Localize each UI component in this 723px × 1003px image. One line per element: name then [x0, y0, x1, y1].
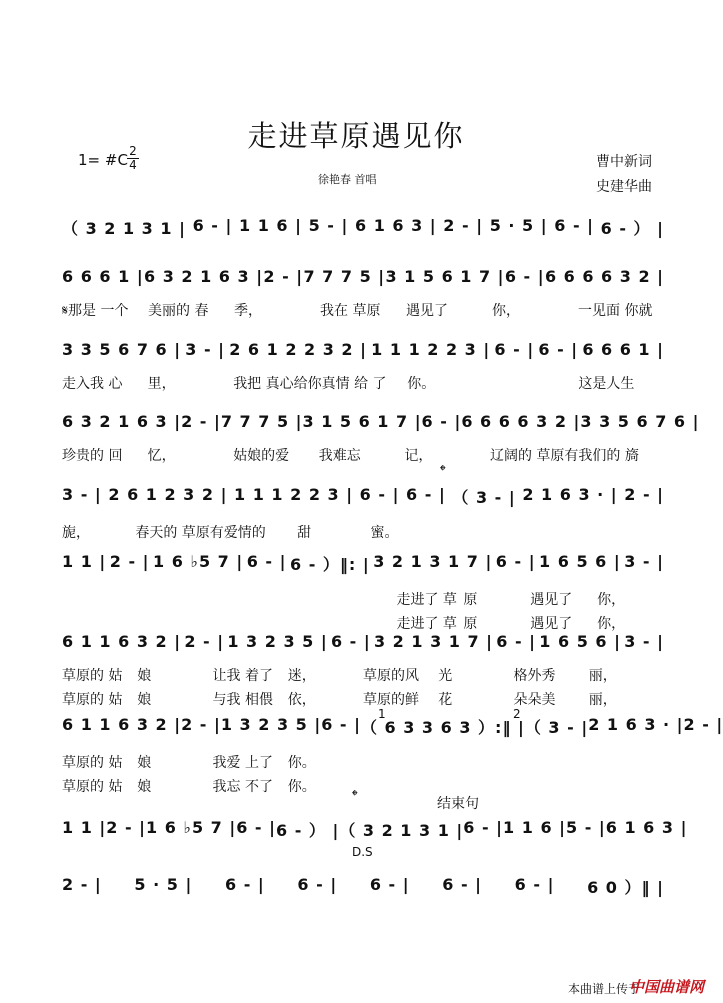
upload-note: 本曲谱上传于 — [567, 982, 640, 996]
measure: 3 3 5 6 7 6 | — [62, 340, 182, 359]
measure: 2 - | — [181, 412, 221, 431]
lyric: 草原的 姑 — [62, 755, 123, 771]
lyric — [363, 752, 438, 772]
lyric-line — [62, 373, 664, 393]
measure: 6 6 6 6 3 2 | — [461, 412, 581, 431]
measure: 3 - | — [185, 340, 226, 359]
measure: 3 1 5 6 1 7 | — [385, 267, 505, 286]
lyric-line — [62, 689, 664, 709]
measure: （ 3 - | — [524, 718, 589, 737]
measure: 1 3 2 3 5 | — [227, 632, 328, 651]
lyric: 你。 — [407, 376, 436, 392]
measure: 3 - | — [624, 552, 664, 571]
volta-2: 2 — [513, 707, 521, 721]
measure: 5 · 5 | — [134, 875, 193, 894]
lyric: 春天的 草原有 — [135, 525, 224, 541]
lyric — [263, 589, 330, 609]
lyric: 真情 给 了 — [321, 376, 387, 392]
measure: 5 - | — [565, 818, 606, 837]
measure: 6 - | — [321, 715, 361, 734]
lyric: 光 — [438, 668, 453, 684]
measure: 6 0 ）‖ | — [587, 878, 664, 897]
lyric — [196, 613, 263, 633]
lyric: 朵朵美 — [513, 692, 556, 708]
lyric: 草原的 姑 — [62, 668, 123, 684]
score-line — [62, 715, 723, 796]
lyric: 娘 — [137, 668, 152, 684]
score-line — [62, 818, 688, 841]
notes-line — [62, 340, 664, 359]
notes-line — [62, 267, 664, 286]
lyric-line — [62, 522, 664, 542]
lyric: 里， — [147, 376, 176, 392]
lyric: 遇见了 — [530, 616, 573, 632]
score-line — [62, 412, 700, 465]
measure: 6 - | — [442, 875, 483, 894]
measure: 2 - | — [184, 632, 225, 651]
ds-mark: D.S — [352, 845, 373, 859]
measure: 1 3 2 3 5 | — [220, 715, 322, 734]
measure: 2 - | — [443, 216, 484, 235]
notes-line — [62, 715, 723, 738]
lyricist-credit: 曹中新词 — [596, 154, 652, 170]
lyric: 娘 — [137, 755, 152, 771]
lyric: 走进了 草 — [396, 592, 457, 608]
score-line — [62, 552, 664, 633]
measure: （ 6 3 3 6 3 ）:‖ | — [360, 718, 525, 737]
lyric: 忆， — [147, 448, 176, 464]
notes-line — [62, 875, 664, 898]
lyric: 珍贵的 回 — [62, 448, 123, 464]
score-line — [62, 340, 664, 393]
measure: 6 1 6 3 | — [354, 216, 437, 235]
time-signature: 2 4 — [127, 145, 139, 172]
measure: 2 - | — [106, 818, 147, 837]
measure: 2 1 6 3 · | — [522, 485, 618, 504]
lyric: 依， — [287, 692, 316, 708]
singer-credit: 徐艳春 首唱 — [318, 173, 377, 186]
lyric — [263, 613, 330, 633]
score-line — [62, 875, 664, 898]
measure: 6 - | — [463, 818, 504, 837]
lyric: 你， — [597, 616, 626, 632]
measure: 3 2 1 3 1 7 | — [373, 632, 494, 651]
measure: 5 - | — [308, 216, 349, 235]
lyric: 我在 草原 — [320, 303, 381, 319]
lyric: 丽， — [588, 692, 617, 708]
lyric: 旎， — [62, 525, 90, 541]
measure: 7 7 7 5 | — [303, 267, 386, 286]
lyric — [62, 589, 129, 609]
measure: 6 - | — [406, 485, 446, 504]
lyric-line — [62, 445, 664, 465]
lyric: 我难忘 — [318, 448, 361, 464]
lyric: 你。 — [287, 755, 316, 771]
measure: 3 1 5 6 1 7 | — [302, 412, 422, 431]
lyric: 姑娘的爱 — [233, 448, 290, 464]
lyric — [330, 613, 397, 633]
lyric: 我把 真心给你 — [233, 376, 322, 392]
score-title: 走进草原遇见你 — [247, 119, 465, 153]
lyric — [589, 752, 664, 772]
measure: 5 · 5 | — [489, 216, 548, 235]
lyric: 甜 — [297, 525, 312, 541]
lyric: 𝄋那是 一个 — [62, 303, 129, 319]
lyric — [493, 373, 579, 393]
measure: 2 6 1 2 3 2 | — [108, 485, 228, 504]
measure: 1 1 1 2 2 3 | — [371, 340, 491, 359]
lyric — [514, 752, 589, 772]
measure: 6 - ） | — [275, 821, 340, 840]
lyric — [62, 613, 129, 633]
lyric-line — [62, 613, 664, 633]
score-line — [62, 267, 664, 320]
lyric: 这是人生 — [578, 376, 635, 392]
lyric: 我爱 上了 — [212, 755, 273, 771]
lyric — [438, 752, 513, 772]
lyric: 爱情的 — [223, 525, 266, 541]
lyric — [363, 776, 438, 796]
lyric: 走进了 草 — [396, 616, 457, 632]
measure: （ 3 2 1 3 1 | — [62, 219, 186, 238]
notes-line — [62, 818, 688, 841]
lyric — [330, 589, 397, 609]
lyric: 辽阔的 草原有 — [489, 448, 579, 464]
measure: 6 - | — [538, 340, 579, 359]
measure: 3 2 1 3 1 7 | — [373, 552, 493, 571]
measure: （ 3 - | — [452, 488, 516, 507]
lyric-line — [62, 776, 664, 796]
measure: 2 1 6 3 · | — [588, 715, 684, 734]
measure: 6 - | — [494, 340, 535, 359]
lyric: 原 — [463, 616, 478, 632]
measure: 6 - | — [246, 552, 287, 571]
coda-label: 结束句 — [437, 796, 479, 812]
composer-credit: 史建华曲 — [596, 179, 652, 195]
lyric — [129, 613, 196, 633]
measure: 1 1 6 | — [503, 818, 566, 837]
measure: 6 1 6 3 | — [605, 818, 688, 837]
measure: 6 - | — [359, 485, 400, 504]
notes-line — [62, 216, 664, 239]
coda-symbol-2: 𝄌 — [352, 786, 358, 805]
lyric: 一见面 你就 — [578, 303, 653, 319]
measure: 2 - | — [181, 715, 221, 734]
lyric: 迷， — [287, 668, 316, 684]
measure: 6 - | — [421, 412, 462, 431]
lyric: 蜜。 — [370, 525, 399, 541]
lyric: 草原的 姑 — [62, 779, 123, 795]
lyric: 草原的 姑 — [62, 692, 123, 708]
lyric — [129, 589, 196, 609]
lyric — [517, 522, 590, 542]
measure: 2 - | — [109, 552, 150, 571]
measure: 3 3 5 6 7 6 | — [580, 412, 700, 431]
lyric: 美丽的 春 — [148, 303, 209, 319]
lyric: 记， — [404, 448, 433, 464]
lyric: 遇见了 — [530, 592, 573, 608]
measure: 1 6 ♭5 7 | — [153, 552, 244, 571]
lyric: 你， — [597, 592, 626, 608]
measure: 6 - | — [496, 632, 537, 651]
lyric — [514, 776, 589, 796]
measure: 6 3 2 1 6 3 | — [62, 412, 182, 431]
measure: 2 - | — [263, 267, 304, 286]
measure: 6 - | — [495, 552, 536, 571]
coda-symbol: 𝄌 — [440, 461, 446, 480]
measure: 6 - ）‖: | — [289, 555, 370, 574]
lyric: 丽， — [588, 668, 617, 684]
lyric-line — [62, 589, 664, 609]
site-logo: 中国曲谱网 — [628, 978, 704, 996]
lyric: 娘 — [137, 779, 152, 795]
measure: 6 1 1 6 3 2 | — [62, 632, 182, 651]
lyric: 你。 — [287, 779, 316, 795]
lyric: 遇见了 — [406, 303, 448, 319]
lyric: 让我 着了 — [212, 668, 273, 684]
measure: 6 - | — [297, 875, 338, 894]
lyric: 原 — [463, 592, 478, 608]
measure: 6 - | — [192, 216, 233, 235]
lyric: 草原的风 — [363, 668, 419, 684]
key-signature: 1= #C — [78, 151, 128, 169]
notes-line — [62, 412, 700, 431]
measure: 6 6 6 6 3 2 | — [544, 267, 664, 286]
lyric: 与我 相偎 — [212, 692, 273, 708]
measure: 1 6 ♭5 7 | — [146, 818, 237, 837]
lyric: 季， — [234, 303, 262, 319]
notes-line — [62, 485, 664, 508]
measure: 6 - ） | — [600, 219, 664, 238]
measure: 2 6 1 2 2 3 2 | — [229, 340, 367, 359]
measure: 6 - | — [504, 267, 545, 286]
lyric: 走入我 心 — [62, 376, 123, 392]
measure: 7 7 7 5 | — [220, 412, 303, 431]
volta-1: 1 — [378, 707, 386, 721]
score-line — [62, 632, 664, 709]
measure: 3 - | — [624, 632, 664, 651]
measure: 1 1 6 | — [238, 216, 302, 235]
measure: 6 6 6 1 | — [582, 340, 664, 359]
measure: 1 1 | — [62, 818, 107, 837]
measure: 2 - | — [624, 485, 664, 504]
measure: 6 - | — [330, 632, 371, 651]
lyric-line — [62, 300, 664, 320]
measure: 6 1 1 6 3 2 | — [62, 715, 182, 734]
lyric-line — [62, 665, 664, 685]
lyric: 你， — [492, 303, 520, 319]
lyric — [589, 776, 664, 796]
score-line — [62, 216, 664, 239]
lyric: 娘 — [137, 692, 152, 708]
measure: 6 3 2 1 6 3 | — [143, 267, 264, 286]
measure: 3 - | — [62, 485, 102, 504]
score-line — [62, 485, 664, 542]
measure: 1 1 1 2 2 3 | — [234, 485, 354, 504]
measure: 6 - | — [236, 818, 276, 837]
lyric: 我忘 不了 — [212, 779, 273, 795]
lyric — [196, 589, 263, 609]
lyric: 我们的 旖 — [578, 448, 639, 464]
measure: 6 - | — [554, 216, 594, 235]
measure: 6 6 6 1 | — [62, 267, 144, 286]
notes-line — [62, 632, 664, 651]
measure: 6 - | — [369, 875, 410, 894]
notes-line — [62, 552, 664, 575]
measure: （ 3 2 1 3 1 | — [339, 821, 464, 840]
measure: 6 - | — [224, 875, 265, 894]
lyric: 草原的鲜 — [363, 692, 419, 708]
measure: 2 - | — [62, 875, 102, 894]
measure: 1 1 | — [62, 552, 107, 571]
measure: 1 6 5 6 | — [539, 552, 621, 571]
lyric — [444, 522, 517, 542]
lyric — [591, 522, 664, 542]
measure: 6 - | — [514, 875, 555, 894]
measure: 2 - | — [683, 715, 723, 734]
lyric-line — [62, 752, 664, 772]
measure: 1 6 5 6 | — [539, 632, 621, 651]
lyric: 格外秀 — [513, 668, 556, 684]
lyric: 花 — [438, 692, 453, 708]
